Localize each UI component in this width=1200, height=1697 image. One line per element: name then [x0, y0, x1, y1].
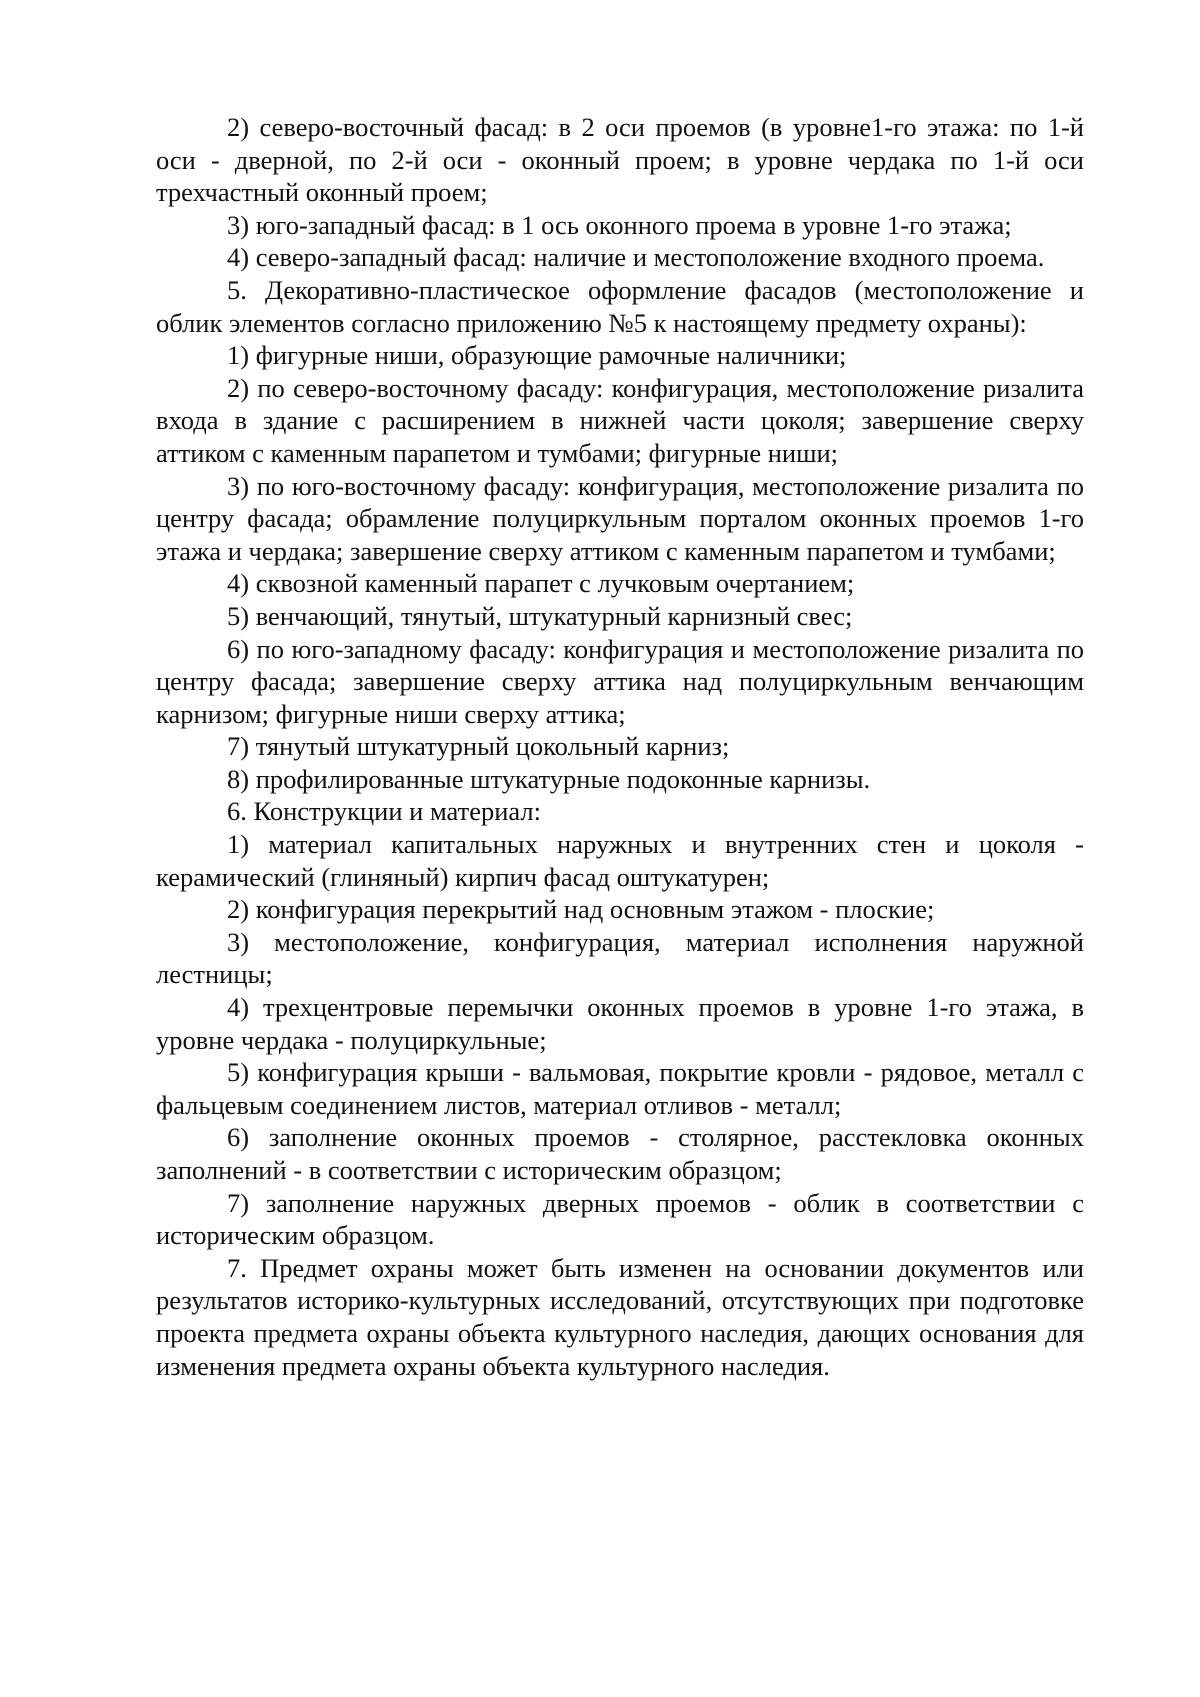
paragraph-5-item-2: 2) по северо-восточному фасаду: конфигурация, местоположение ризалита входа в здание с расширением в нижней части цоколя; завершение сверху аттиком с каменным парапетом и тумбами; фигурные ниши; [156, 372, 1084, 468]
paragraph-5-item-3: 3) по юго-восточному фасаду: конфигурация, местоположение ризалита по центру фасада; обрамление полуциркульным порталом оконных проемов 1-го этажа и чердака; завершение сверху аттиком с каменным парапетом и тумбами; [156, 470, 1084, 566]
paragraph-6-item-5: 5) конфигурация крыши - вальмовая, покрытие кровли - рядовое, металл с фальцевым соединением листов, материал отливов - металл; [156, 1057, 1084, 1120]
document-page [156, 111, 1084, 1382]
paragraph-5-item-4: 4) сквозной каменный парапет с лучковым очертанием; [227, 568, 855, 599]
paragraph-6-item-1: 1) материал капитальных наружных и внутренних стен и цоколя - керамический (глиняный) кирпич фасад оштукатурен; [156, 829, 1084, 892]
paragraph-section-6-heading: 6. Конструкции и материал: [227, 796, 541, 827]
paragraph-5-item-8: 8) профилированные штукатурные подоконные карнизы. [227, 763, 871, 794]
paragraph-5-item-6: 6) по юго-западному фасаду: конфигурация и местоположение ризалита по центру фасада; завершение сверху аттика над полуциркульным венчающим карнизом; фигурные ниши сверху аттика; [156, 633, 1084, 729]
paragraph-6-item-3: 3) местоположение, конфигурация, материал исполнения наружной лестницы; [156, 926, 1084, 990]
paragraph-5-item-1: 1) фигурные ниши, образующие рамочные наличники; [227, 340, 847, 371]
paragraph-southwest-facade: 3) юго-западный фасад: в 1 ось оконного проема в уровне 1-го этажа; [227, 209, 1012, 240]
paragraph-6-item-6: 6) заполнение оконных проемов - столярное, расстекловка оконных заполнений - в соответствии с историческим образцом; [156, 1122, 1084, 1185]
paragraph-section-5-heading: 5. Декоративно-пластическое оформление фасадов (местоположение и облик элементов согласно приложению №5 к настоящему предмету охраны): [156, 274, 1084, 338]
paragraph-5-item-5: 5) венчающий, тянутый, штукатурный карнизный свес; [227, 600, 853, 631]
paragraph-5-item-7: 7) тянутый штукатурный цокольный карниз; [227, 731, 730, 762]
paragraph-northwest-facade: 4) северо-западный фасад: наличие и местоположение входного проема. [227, 242, 1045, 273]
paragraph-northeast-facade: 2) северо-восточный фасад: в 2 оси проемов (в уровне1-го этажа: по 1-й оси - дверной, по 2-й оси - оконный проем; в уровне чердака по 1-й оси трехчастный оконный проем; [156, 112, 1084, 208]
paragraph-6-item-7: 7) заполнение наружных дверных проемов - облик в соответствии с историческим образцом. [156, 1187, 1084, 1251]
paragraph-section-7: 7. Предмет охраны может быть изменен на основании документов или результатов историко-культурных исследований, отсутствующих при подготовке проекта предмета охраны объекта культурного наследия, дающих основания для изменения предмета охраны объекта культурного наследия. [156, 1252, 1084, 1381]
paragraph-6-item-2: 2) конфигурация перекрытий над основным этажом - плоские; [227, 894, 935, 925]
paragraph-6-item-4: 4) трехцентровые перемычки оконных проемов в уровне 1-го этажа, в уровне чердака - полуциркульные; [156, 992, 1084, 1055]
